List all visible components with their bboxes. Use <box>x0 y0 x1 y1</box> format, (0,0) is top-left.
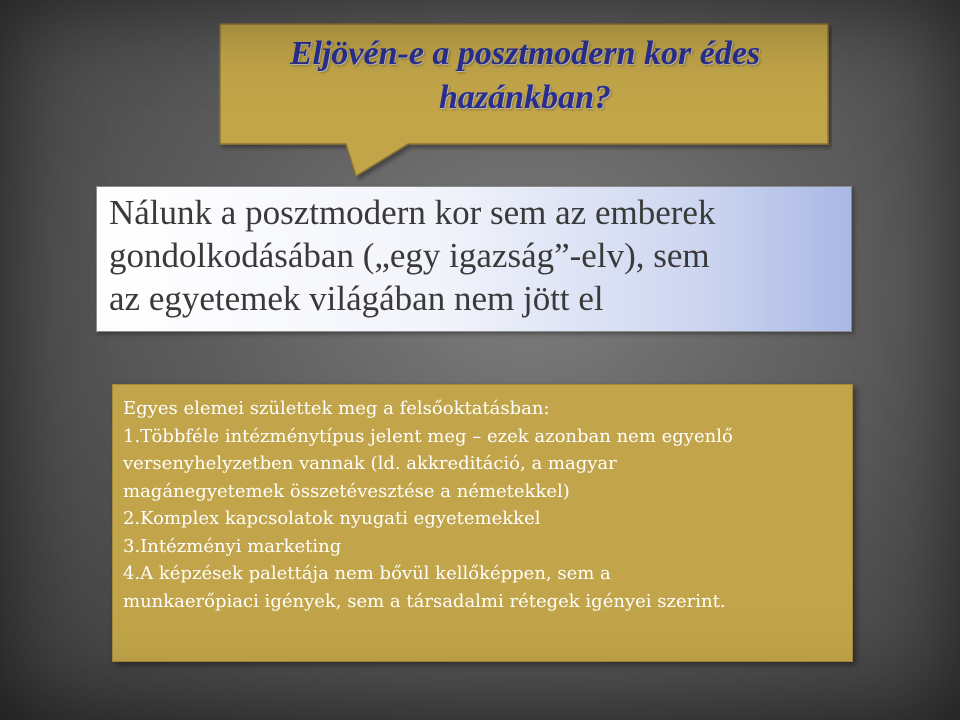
list-item: 3.Intézményi marketing <box>123 535 342 557</box>
list-item: 1.Többféle intézménytípus jelent meg – ezek azonban nem egyenlő <box>123 425 733 447</box>
slide-title <box>228 32 822 120</box>
list-item: Egyes elemei születtek meg a felsőoktatásban: <box>123 398 550 419</box>
list-item: munkaerőpiaci igények, sem a társadalmi rétegek igényei szerint. <box>123 590 726 612</box>
main-line: az egyetemek világában nem jött el <box>109 279 604 318</box>
main-statement-box <box>96 186 852 332</box>
details-list <box>123 395 843 615</box>
main-line: gondolkodásában („egy igazság”-elv), sem <box>109 236 710 275</box>
title-callout <box>218 22 832 182</box>
list-item: 4.A képzések palettája nem bővül kellőképpen, sem a <box>123 563 611 584</box>
list-item: 2.Komplex kapcsolatok nyugati egyetemekkel <box>123 508 541 529</box>
title-line-1: Eljövén-e a posztmodern kor édes <box>289 35 761 72</box>
title-line-2: hazánkban? <box>439 79 611 116</box>
list-item: magánegyetemek összetévesztése a németekkel) <box>123 480 570 502</box>
list-item: versenyhelyzetben vannak (ld. akkreditáció, a magyar <box>123 453 617 474</box>
main-line: Nálunk a posztmodern kor sem az emberek <box>109 193 716 232</box>
details-box <box>112 384 853 662</box>
main-statement <box>109 191 845 320</box>
